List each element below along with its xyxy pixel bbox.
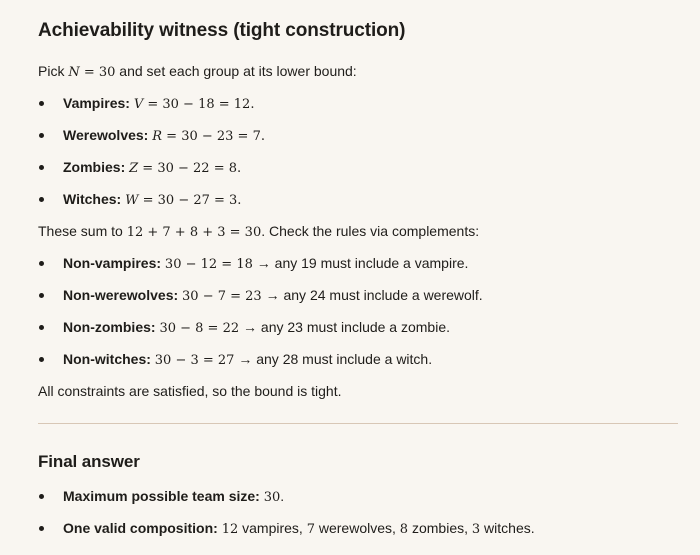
section-title-achievability: Achievability witness (tight construction) [38,20,406,41]
item-variable: Z [129,161,139,176]
list-item-non-vampires [38,253,676,275]
item-expression: 30 − 12 = 18 [164,257,253,272]
item-text: → any 28 must include a witch. [234,351,433,367]
list-item-non-werewolves [38,285,676,307]
list-item-vampires [38,93,676,115]
item-text: → any 19 must include a vampire. [252,255,469,271]
item-expression: = 30 − 22 = 8. [138,161,242,176]
conclusion-paragraph: All constraints are satisfied, so the bound is tight. [38,383,342,399]
item-math: 7 [306,522,315,537]
list-item-witches [38,189,676,211]
sum-paragraph [38,221,676,243]
item-label: Non-vampires: [63,255,162,271]
list-item-valid-composition [38,518,676,540]
complement-check-list [38,253,676,371]
intro-math: = 30 [79,65,116,80]
item-expression: 30 − 3 = 27 [154,353,235,368]
final-answer-list [38,486,676,540]
intro-paragraph [38,61,676,83]
item-label: Maximum possible team size: [63,488,260,504]
item-math: 8 [399,522,409,537]
item-label: Werewolves: [63,127,149,143]
sum-text-end: . Check the rules via complements: [261,223,480,239]
list-item-zombies [38,157,676,179]
item-variable: R [152,129,163,144]
item-text: → any 23 must include a zombie. [239,319,451,335]
intro-variable: N [68,65,80,80]
item-label: Witches: [63,191,122,207]
group-list [38,93,676,211]
item-expression: = 30 − 18 = 12. [143,97,255,112]
sum-text: These sum to [38,223,127,239]
item-math: 3 [471,522,481,537]
item-text: → any 24 must include a werewolf. [261,287,483,303]
item-text: witches. [480,520,535,536]
item-expression: 30 − 8 = 22 [159,321,240,336]
item-text: werewolves, [314,520,400,536]
item-variable: V [133,97,144,112]
item-text: vampires, [238,520,307,536]
intro-text: Pick [38,63,69,79]
item-expression: 30 − 7 = 23 [182,289,262,304]
item-text: zombies, [408,520,472,536]
list-item-werewolves [38,125,676,147]
item-label: Vampires: [63,95,130,111]
item-expression: = 30 − 27 = 3. [138,193,242,208]
item-label: Zombies: [63,159,126,175]
sum-math: 12 + 7 + 8 + 3 = 30 [126,225,262,240]
section-divider [38,423,678,424]
section-title-final-answer: Final answer [38,452,140,471]
list-item-max-team-size [38,486,676,508]
item-label: Non-zombies: [63,319,156,335]
intro-text-end: and set each group at its lower bound: [115,63,357,79]
item-label: Non-werewolves: [63,287,179,303]
item-expression: = 30 − 23 = 7. [162,129,265,144]
list-item-non-witches [38,349,676,371]
list-item-non-zombies [38,317,676,339]
item-math: 12 [221,522,239,537]
item-math: 30 [263,490,281,505]
item-label: One valid composition: [63,520,218,536]
item-text: . [280,488,285,504]
item-label: Non-witches: [63,351,151,367]
item-variable: W [125,193,139,208]
